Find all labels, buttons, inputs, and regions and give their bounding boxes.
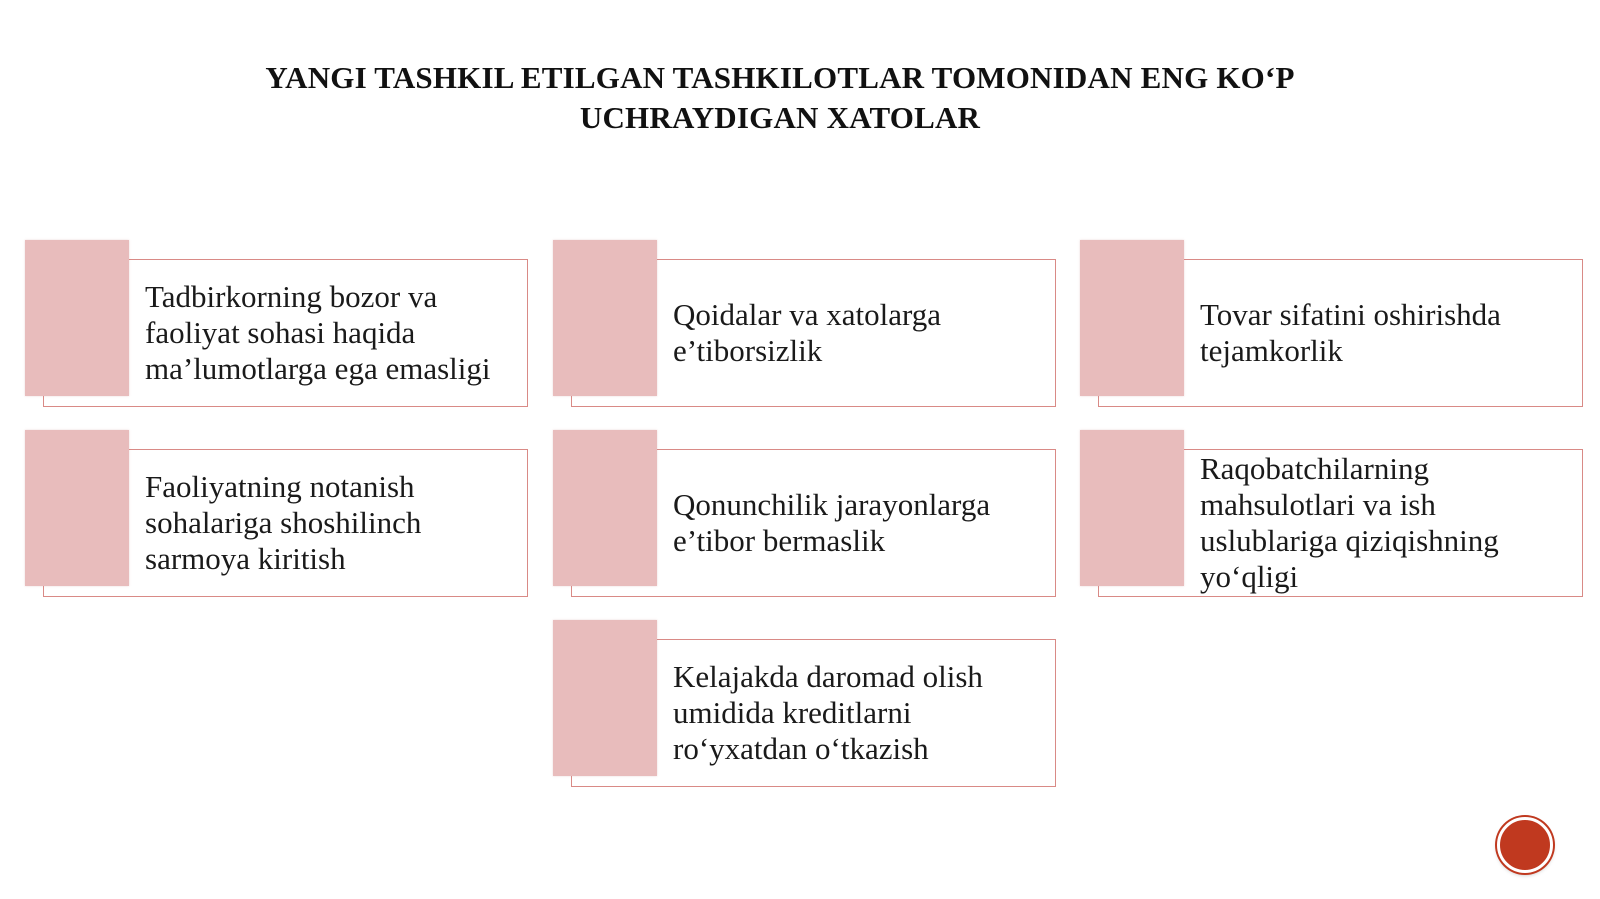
card-text: Qonunchilik jarayonlarga e’tibor bermaslik [673, 487, 991, 558]
card-text: Kelajakda daromad olish umidida kreditlarni ro‘yxatdan o‘tkazish [673, 659, 983, 766]
card-accent-block [25, 430, 129, 586]
card-accent-block [1080, 430, 1184, 586]
card-text: Tovar sifatini oshirishda tejamkorlik [1200, 297, 1501, 368]
card-accent-block [553, 240, 657, 396]
list-item [1080, 430, 1600, 600]
slide-title: YANGI TASHKIL ETILGAN TASHKILOTLAR TOMONIDAN ENG KO‘P UCHRAYDIGAN XATOLAR [265, 60, 1295, 135]
card-accent-block [553, 620, 657, 776]
list-item [553, 620, 1073, 790]
card-text: Faoliyatning notanish sohalariga shoshilinch sarmoya kiritish [145, 469, 422, 576]
card-text: Tadbirkorning bozor va faoliyat sohasi haqida ma’lumotlarga ega emasligi [145, 279, 491, 386]
list-item [25, 430, 545, 600]
card-accent-block [1080, 240, 1184, 396]
card-text: Qoidalar va xatolarga e’tiborsizlik [673, 297, 941, 368]
list-item [25, 240, 545, 410]
list-item [1080, 240, 1600, 410]
card-accent-block [25, 240, 129, 396]
list-item [553, 430, 1073, 600]
card-text: Raqobatchilarning mahsulotlari va ish uslublariga qiziqishning yo‘qligi [1200, 451, 1499, 594]
slide-nav-button[interactable] [1497, 817, 1553, 873]
card-accent-block [553, 430, 657, 586]
list-item [553, 240, 1073, 410]
